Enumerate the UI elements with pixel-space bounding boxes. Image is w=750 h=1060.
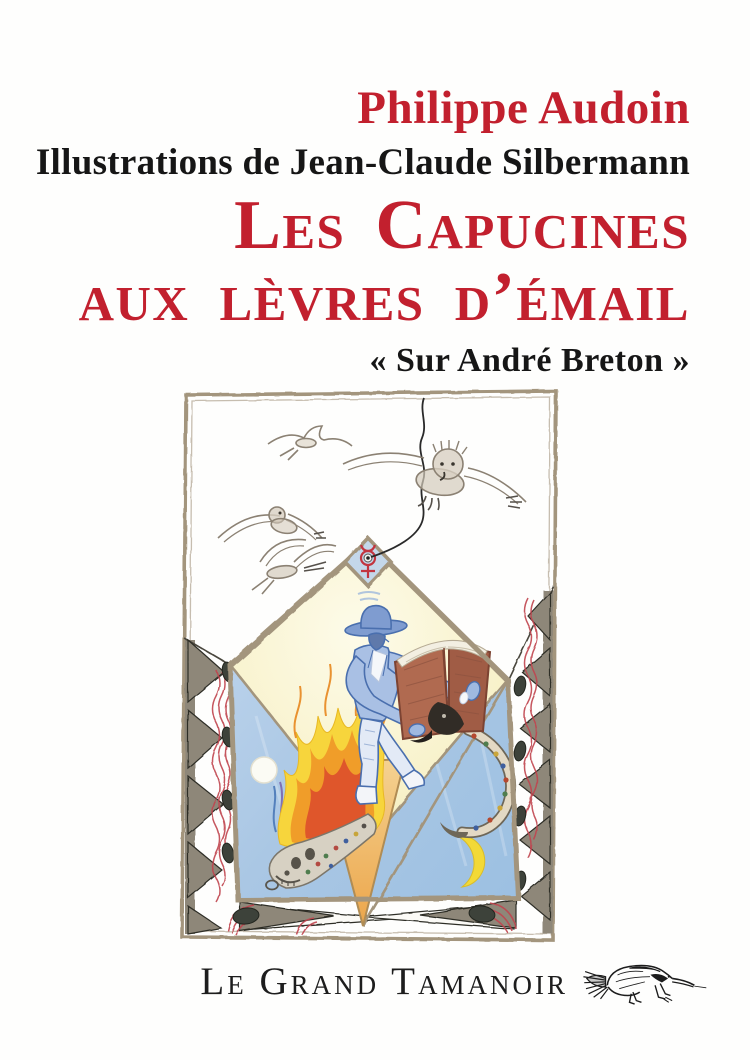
white-orb xyxy=(251,757,277,783)
book-title xyxy=(36,187,690,336)
subtitle: « Sur André Breton » xyxy=(369,341,690,379)
owl-bird-icon xyxy=(343,440,526,510)
publisher-name: Le Grand Tamanoir xyxy=(200,959,568,1003)
illustrator-credit: Illustrations de Jean-Claude Silbermann xyxy=(35,142,690,184)
book-title-line2: aux lèvres d’émail xyxy=(78,258,690,336)
publisher-block xyxy=(200,950,708,1012)
cover-header xyxy=(36,84,690,380)
bird-icon xyxy=(268,426,352,460)
open-book xyxy=(395,640,490,742)
bird-icon xyxy=(218,507,326,542)
cover-illustration xyxy=(176,386,568,948)
anteater-logo-icon xyxy=(580,950,708,1012)
author-name: Philippe Audoin xyxy=(357,82,690,134)
book-title-line1: Les Capucines xyxy=(234,187,690,265)
